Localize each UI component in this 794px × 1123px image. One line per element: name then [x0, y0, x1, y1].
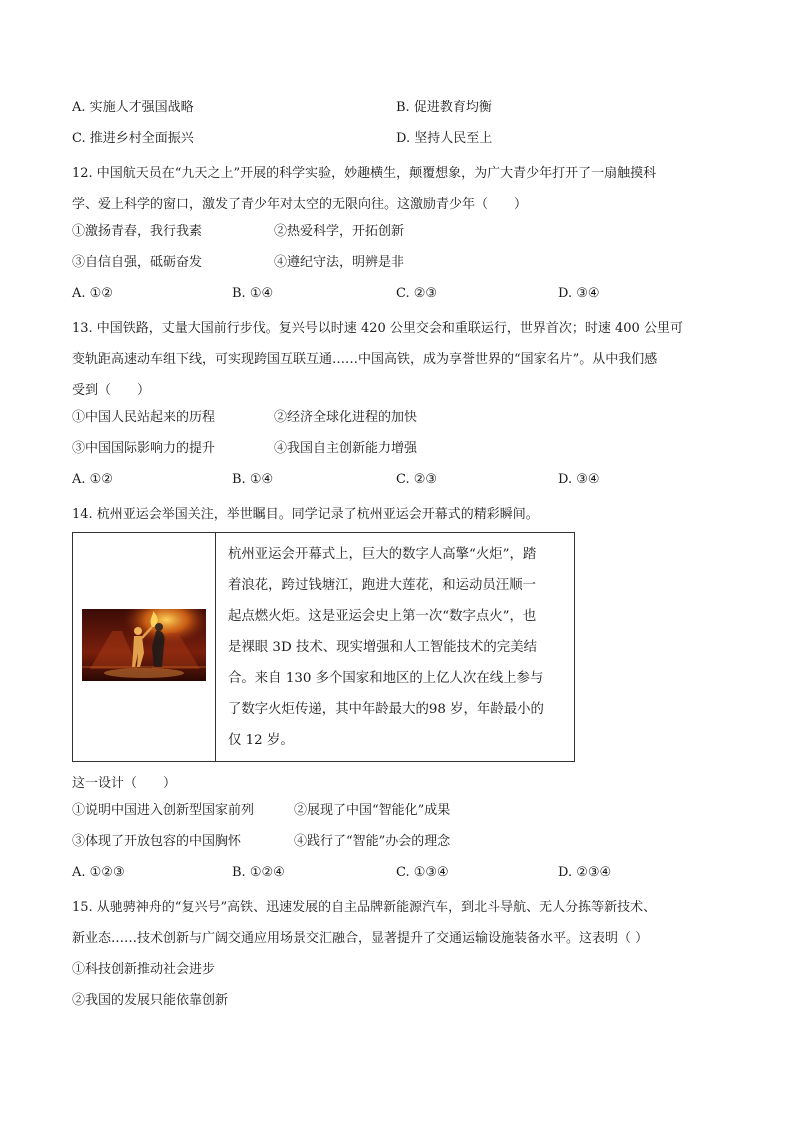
q14-statement-4: ④践行了“智能”办会的理念 — [294, 834, 451, 849]
q13-statements-row-2 — [72, 437, 722, 468]
q14-option-d[interactable]: D. ②③④ — [558, 865, 612, 880]
q14-stem: 14. 杭州亚运会举国关注，举世瞩目。同学记录了杭州亚运会开幕式的精彩瞬间。 — [72, 507, 539, 522]
q11-option-a[interactable]: A. 实施人才强国战略 — [72, 100, 194, 115]
q13-option-a[interactable]: A. ①② — [72, 472, 113, 487]
q12-statement-4: ④遵纪守法，明辨是非 — [274, 255, 405, 270]
q13-option-d[interactable]: D. ③④ — [558, 472, 600, 487]
q15-stem-line-2: 新业态……技术创新与广阔交通应用场景交汇融合，显著提升了交通运输设施装备水平。这表明（ ） — [72, 931, 649, 946]
q13-statement-1: ①中国人民站起来的历程 — [72, 410, 216, 425]
q14-image-cell — [73, 533, 216, 762]
q13-option-b[interactable]: B. ①④ — [232, 472, 274, 487]
q12-stem-line-2: 学、爱上科学的窗口，激发了青少年对太空的无限向往。这激励青少年（ ） — [72, 197, 528, 212]
q13-stem-line-3: 受到（ ） — [72, 383, 151, 398]
q13-options — [72, 468, 722, 499]
q14-box-line: 仅 12 岁。 — [228, 732, 294, 748]
q12-statements-row-2 — [72, 251, 722, 282]
q14-box-line: 杭州亚运会开幕式上，巨大的数字人高擎“火炬”，踏 — [228, 546, 537, 562]
q12-option-b[interactable]: B. ①④ — [232, 286, 274, 301]
q12-option-d[interactable]: D. ③④ — [558, 286, 600, 301]
q14-statements-row-2 — [72, 830, 722, 861]
q14-box-line: 合。来自 130 多个国家和地区的上亿人次在线上参与 — [228, 670, 544, 686]
q14-statement-3: ③体现了开放包容的中国胸怀 — [72, 834, 242, 849]
q12-statement-2: ②热爱科学，开拓创新 — [274, 224, 405, 239]
q14-box-line: 起点燃火炬。这是亚运会史上第一次“数字点火”，也 — [228, 608, 537, 624]
q11-option-b[interactable]: B. 促进教育均衡 — [396, 100, 492, 115]
q13-statement-3: ③中国国际影响力的提升 — [72, 441, 216, 456]
q14-box-line: 了数字火炬传递，其中年龄最大的98 岁，年龄最小的 — [228, 701, 544, 717]
q15-statement-2: ②我国的发展只能依靠创新 — [72, 993, 229, 1008]
q11-option-d[interactable]: D. 坚持人民至上 — [396, 131, 493, 146]
digital-torchbearer-photo — [82, 609, 206, 681]
q12-options — [72, 282, 722, 313]
q13-statement-4: ④我国自主创新能力增强 — [274, 441, 418, 456]
q14-statement-2: ②展现了中国“智能化”成果 — [294, 803, 451, 818]
q11-option-c[interactable]: C. 推进乡村全面振兴 — [72, 131, 194, 146]
q12-stem-line-1: 12. 中国航天员在“九天之上”开展的科学实验，妙趣横生，颠覆想象，为广大青少年打开了一扇触摸科 — [72, 166, 657, 181]
q12-statement-3: ③自信自强，砥砺奋发 — [72, 255, 203, 270]
q13-statement-2: ②经济全球化进程的加快 — [274, 410, 418, 425]
q14-follow-up: 这一设计（ ） — [72, 776, 177, 791]
q13-stem-line-1: 13. 中国铁路，丈量大国前行步伐。复兴号以时速 420 公里交会和重联运行，世界首次；时速 400 公里可 — [72, 321, 683, 336]
q11-options-row-2 — [72, 127, 722, 158]
q15-statement-1: ①科技创新推动社会进步 — [72, 962, 216, 977]
q14-option-b[interactable]: B. ①②④ — [232, 865, 285, 880]
q14-options — [72, 861, 722, 892]
q14-text-cell — [216, 533, 575, 762]
q12-statement-1: ①激扬青春，我行我素 — [72, 224, 203, 239]
q14-material-box — [72, 532, 575, 762]
q13-stem-line-2: 变轨距高速动车组下线，可实现跨国互联互通……中国高铁，成为享誉世界的“国家名片”。从中我们感 — [72, 352, 658, 367]
q14-statement-1: ①说明中国进入创新型国家前列 — [72, 803, 255, 818]
q12-option-a[interactable]: A. ①② — [72, 286, 113, 301]
q14-statements-row-1 — [72, 799, 722, 830]
q14-option-c[interactable]: C. ①③④ — [396, 865, 449, 880]
q13-statements-row-1 — [72, 406, 722, 437]
q14-box-line: 是裸眼 3D 技术、现实增强和人工智能技术的完美结 — [228, 639, 537, 655]
q13-option-c[interactable]: C. ②③ — [396, 472, 438, 487]
q14-option-a[interactable]: A. ①②③ — [72, 865, 125, 880]
q12-option-c[interactable]: C. ②③ — [396, 286, 438, 301]
q15-stem-line-1: 15. 从驰骋神舟的“复兴号”高铁、迅速发展的自主品牌新能源汽车，到北斗导航、无人分拣等新技术、 — [72, 900, 657, 915]
exam-page — [72, 96, 722, 1016]
q12-statements-row-1 — [72, 220, 722, 251]
q14-box-line: 着浪花，跨过钱塘江，跑进大莲花，和运动员汪顺一 — [228, 577, 536, 593]
q11-options-row-1 — [72, 96, 722, 127]
